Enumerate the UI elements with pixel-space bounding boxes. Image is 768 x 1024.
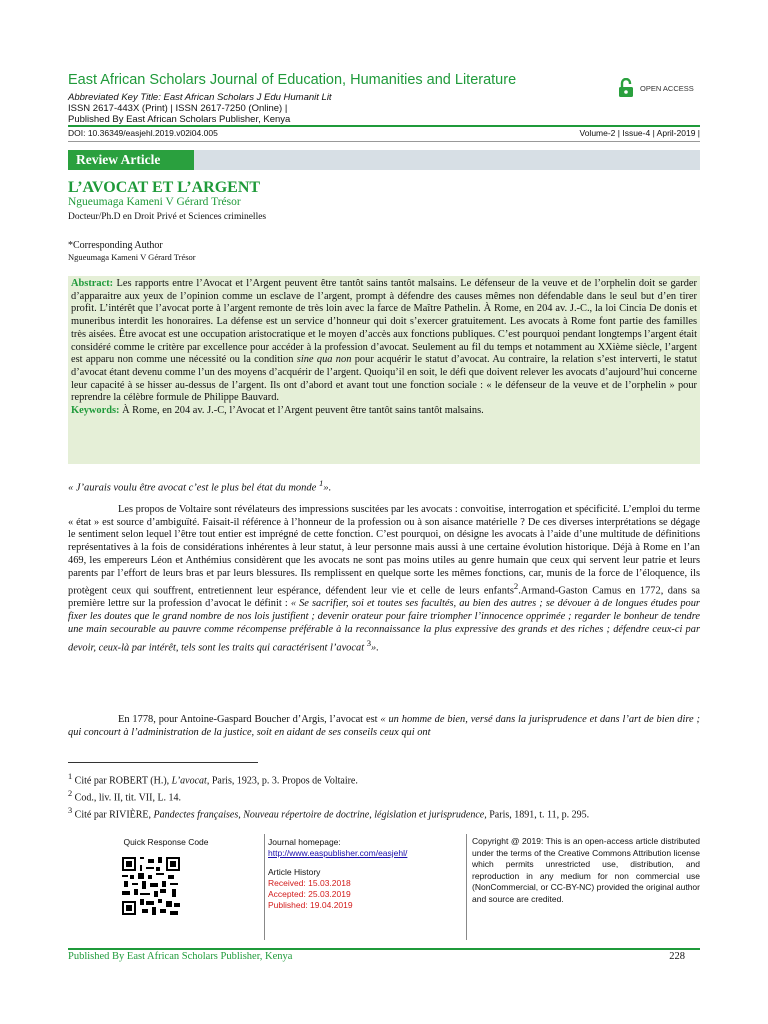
open-lock-icon xyxy=(618,78,634,98)
header-rule xyxy=(68,125,700,127)
received-date: Received: 15.03.2018 xyxy=(268,878,351,888)
copyright-notice: Copyright @ 2019: This is an open-access article distributed under the terms of the Creative Commons Attribution license which permits unrestricted use, distribution, and reproduction in any medium for non commercial use (NonCommercial, or CC-BY-NC) provided the original author and source are credited. xyxy=(472,836,700,904)
open-access-label: OPEN ACCESS xyxy=(640,83,694,93)
article-authors: Ngueumaga Kameni V Gérard Trésor xyxy=(68,196,241,208)
corresponding-author-name: Ngueumaga Kameni V Gérard Trésor xyxy=(68,252,196,262)
body-p1-text-b: .Armand-Gaston Camus en 1772, dans sa première lettre sur la profession d’avocat le définit : xyxy=(68,585,700,610)
keywords-text: À Rome, en 204 av. J.-C, l’Avocat et l’Argent peuvent être tantôt sains tantôt malsains. xyxy=(119,405,484,417)
footnote-3-text-b: Paris, 1891, t. 11, p. 295. xyxy=(486,809,590,821)
footnote-2-number: 2 xyxy=(68,788,73,798)
footer-publisher: Published By East African Scholars Publisher, Kenya xyxy=(68,951,293,962)
abstract-text-end: pour acquérir le statut d’avocat. Au contraire, la relation s’est interverti, le statut d’avocat étant devenu comme l’un des moyens d’acquérir de l’argent. Quoiqu’il en soit, le défi que doivent relever les avocats d’aujourd’hui concerne leur capacité à se hisser au-dessus de l’argent. Ils ont d’abord et avant tout une fonction sociale : « le défenseur de la veuve et de l’orphelin » pour reprendre la célèbre formule de Philippe Bauvard. xyxy=(71,354,697,404)
homepage-link[interactable]: http://www.easpublisher.com/easjehl/ xyxy=(268,848,408,858)
footnote-ref-2: 2 xyxy=(513,581,519,592)
footnote-rule xyxy=(68,762,258,763)
footnote-1-text: Cité par ROBERT (H.), xyxy=(72,775,172,787)
footnote-1-text-b: , Paris, 1923, p. 3. Propos de Voltaire. xyxy=(206,775,358,787)
body-p2-text: En 1778, pour Antoine-Gaspard Boucher d’Argis, l’avocat est xyxy=(118,714,381,725)
epigraph xyxy=(68,478,331,494)
body-paragraph-1 xyxy=(68,504,700,655)
info-divider-right xyxy=(466,834,467,940)
footnote-1-italic: L’avocat xyxy=(171,775,207,787)
abstract-italic: sine qua non xyxy=(296,354,352,366)
epigraph-text: « J’aurais voulu être avocat c’est le plus bel état du monde xyxy=(68,482,319,494)
footnote-1 xyxy=(68,771,700,788)
abstract-box xyxy=(68,276,700,464)
qr-code-icon xyxy=(122,857,180,915)
article-type-badge: Review Article xyxy=(68,150,194,170)
footnote-3-text: Cité par RIVIÈRE, xyxy=(72,809,154,821)
body-paragraph-2 xyxy=(68,714,700,739)
abstract-label: Abstract: xyxy=(71,278,114,289)
open-access-badge xyxy=(618,77,708,99)
keywords-label: Keywords: xyxy=(71,405,120,417)
body-p1-quote: « Se sacrifier, soi et toutes ses facultés, au bien des autres ; se dévouer à de longues études pour fixer les doutes que le grand nombre de nos lois justifient ; devenir orateur pour faire triompher l’innocence opprimée ; regarder le bonheur de tendre une main secourable au pauvre comme récompense préférable à la reconnaissance la plus expressive des grands et des riches ; défendre ceux-ci par devoir, ceux-là par intérêt, tels sont les traits qui caractérisent l’avocat xyxy=(68,598,700,653)
footnotes xyxy=(68,771,700,822)
journal-title: East African Scholars Journal of Education, Humanities and Literature xyxy=(68,72,517,88)
abstract-paragraph xyxy=(71,278,697,405)
accepted-date: Accepted: 25.03.2019 xyxy=(268,889,351,899)
doi: DOI: 10.36349/easjehl.2019.v02i04.005 xyxy=(68,128,218,138)
publisher-line: Published By East African Scholars Publisher, Kenya xyxy=(68,114,291,125)
footnote-2-text: Cod., liv. II, tit. VII, L. 14. xyxy=(72,792,182,804)
epigraph-end: ». xyxy=(323,482,332,494)
footnote-1-number: 1 xyxy=(68,772,73,781)
abstract-text: Les rapports entre l’Avocat et l’Argent peuvent être tantôt sains tantôt malsains. Le défenseur de la veuve et de l’orphelin doit se garder d’apparaitre aux yeux de l’opinion comme un esclave de l’argent, prompt à défendre des causes mêmes non défendable dans le seul but d’en tirer profit. L’intérêt que l’avocat porte à l’argent remonte de très loin avec la farce de Maître Pathelin. À Rome, en 204 av. J.-C., la loi Cincia De donis et muneribus interdit les honoraires. La défense est un service d’honneur qui doit s’exercer gratuitement. Les avocats à Rome font partie des familles très aisées. Être avocat est une occupation aristocratique et le moyen d’accès aux fonctions publiques. C’est pourquoi pendant longtemps l’argent était considéré comme le critère par excellence pour accéder à la profession d’avocat. Seulement au fil du temps et notamment au XXième siècle, l’argent est apparu non comme une nécessité ou la condition xyxy=(71,278,697,366)
journal-info xyxy=(268,837,407,911)
published-date: Published: 19.04.2019 xyxy=(268,900,353,910)
footnote-3-number: 3 xyxy=(68,805,73,815)
body-p1-text: Les propos de Voltaire sont révélateurs des impressions suscitées par les avocats : convoitise, interrogation et spécificité. L’emploi du terme « état » est source d’ambiguïté. Faisait-il référence à l’honneur de la profession ou à son aisance matérielle ? De ces diverses interprétations se dégage le sentiment selon lequel l’être tout entier est imprégné de cette fonction. C’est pourquoi, on désigne les avocats à l’aide d’une multitude de définitions représentatives à la fois de considérations inhérentes à leur statut, à leur personne mais aussi à une certaine évolution historique. Déjà à Rome en l’an 469, les empereurs Léon et Anthémius considèrent que les avocats ne sont pas moins utiles au genre humain que ceux qui servent leur patrie et leurs parents par l’effort de leurs bras et par leurs blessures. Ils remplissent en quelque sorte les mêmes fonctions, car, munis de la force de l’éloquence, ils protègent ceux qui souffrent, entretiennent leur espérance, défendent leur vie et celle de leurs enfants xyxy=(68,504,700,597)
page-number: 228 xyxy=(669,951,685,962)
issn-line: ISSN 2617-443X (Print) | ISSN 2617-7250 (Online) | xyxy=(68,103,288,114)
info-divider-left xyxy=(264,834,265,940)
article-history-label: Article History xyxy=(268,867,321,877)
abbreviated-title: Abbreviated Key Title: East African Scholars J Edu Humanit Lit xyxy=(68,92,332,103)
footnote-3 xyxy=(68,805,700,822)
volume-info: Volume-2 | Issue-4 | April-2019 | xyxy=(579,128,700,138)
qr-label: Quick Response Code xyxy=(123,837,209,847)
epigraph-footnote-ref: 1 xyxy=(318,478,324,488)
footer-rule xyxy=(68,948,700,950)
body-p1-end: ». xyxy=(371,641,379,653)
keywords-paragraph xyxy=(71,405,697,418)
corresponding-author-label: *Corresponding Author xyxy=(68,240,163,251)
body-p2-quote: « un homme de bien, versé dans la jurisprudence et dans l’art de bien dire ; qui concourt à l’administration de la justice, soit en aidant de ses conseils ceux qui ont xyxy=(68,714,700,738)
footnote-3-italic: Pandectes françaises, Nouveau répertoire de doctrine, législation et jurisprudence, xyxy=(153,809,487,821)
author-affiliation: Docteur/Ph.D en Droit Privé et Sciences criminelles xyxy=(68,212,267,222)
footnote-2 xyxy=(68,788,700,805)
footnote-ref-3: 3 xyxy=(366,637,372,648)
article-title: L’AVOCAT ET L’ARGENT xyxy=(68,179,261,196)
homepage-label: Journal homepage: xyxy=(268,837,341,847)
header-rule-thin xyxy=(68,141,700,142)
